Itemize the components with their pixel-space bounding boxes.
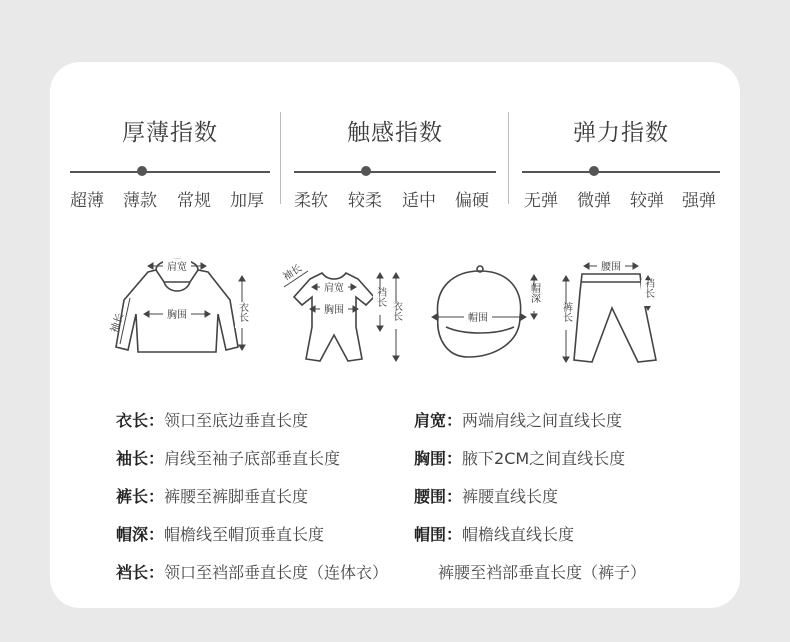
- hoodie-shoulder-label: 肩宽: [167, 262, 187, 273]
- pants-waist-label: 腰围: [601, 262, 621, 273]
- thickness-option-4: 加厚: [230, 191, 264, 211]
- elasticity-index-title: 弹力指数: [573, 120, 669, 146]
- def-shoulder-width: 肩宽：两端肩线之间直线长度: [414, 411, 623, 430]
- touch-scale-marker: [361, 166, 371, 176]
- elasticity-option-2: 微弹: [577, 191, 611, 211]
- thickness-option-2: 薄款: [123, 191, 157, 211]
- def-waist: 腰围：裤腰直线长度: [414, 487, 559, 506]
- thickness-option-3: 常规: [177, 191, 211, 211]
- touch-option-4: 偏硬: [455, 191, 489, 211]
- def-garment-length: 衣长：领口至底边垂直长度: [116, 411, 309, 430]
- elasticity-option-1: 无弹: [524, 191, 558, 211]
- elasticity-scale-line: [522, 171, 720, 173]
- romper-chest-label: 胸围: [324, 305, 344, 316]
- elasticity-option-3: 较弹: [630, 191, 664, 211]
- touch-option-2: 较柔: [348, 191, 382, 211]
- divider: [508, 112, 509, 204]
- touch-option-1: 柔软: [294, 191, 328, 211]
- def-chest: 胸围：腋下2CM之间直线长度: [414, 449, 626, 468]
- divider: [280, 112, 281, 204]
- cap-circumference-label: 帽围: [468, 313, 488, 324]
- hoodie-length-label: 衣长: [236, 302, 248, 322]
- cap-icon: [424, 257, 544, 376]
- pants-length-label: 裤长: [560, 302, 572, 322]
- elasticity-scale-marker: [589, 166, 599, 176]
- def-crotch-length-pants: 裤腰至裆部垂直长度（裤子）: [438, 563, 647, 582]
- pants-crotch-label: 裆长: [642, 278, 654, 298]
- touch-index: [294, 62, 496, 222]
- romper-crotch-label: 裆长: [374, 287, 386, 307]
- romper-length-label: 衣长: [390, 301, 402, 321]
- elasticity-index: [522, 62, 720, 222]
- pants-icon: [550, 252, 670, 376]
- def-sleeve-length: 袖长：肩线至袖子底部垂直长度: [116, 449, 341, 468]
- thickness-option-1: 超薄: [70, 191, 104, 211]
- cap-depth-label: 帽深: [528, 283, 540, 303]
- thickness-scale-line: [70, 171, 270, 173]
- hoodie-chest-label: 胸围: [167, 310, 187, 321]
- hoodie-sleeve-label: 袖长: [109, 311, 127, 335]
- touch-option-3: 适中: [402, 191, 436, 211]
- touch-index-title: 触感指数: [347, 120, 443, 146]
- def-hat-depth: 帽深：帽檐线至帽顶垂直长度: [116, 525, 325, 544]
- thickness-scale-marker: [137, 166, 147, 176]
- size-guide-card: [50, 62, 740, 608]
- romper-sleeve-label: 袖长: [281, 262, 305, 283]
- def-crotch-length: 裆长：领口至裆部垂直长度（连体衣）: [116, 563, 389, 582]
- romper-shoulder-label: 肩宽: [324, 283, 344, 294]
- def-hat-circumference: 帽围：帽檐线直线长度: [414, 525, 575, 544]
- hoodie-icon: [108, 252, 248, 371]
- touch-scale-line: [294, 171, 496, 173]
- romper-icon: [276, 257, 406, 376]
- thickness-index: [70, 62, 270, 222]
- def-pants-length: 裤长：裤腰至裤脚垂直长度: [116, 487, 309, 506]
- thickness-index-title: 厚薄指数: [122, 120, 218, 146]
- elasticity-option-4: 强弹: [682, 191, 716, 211]
